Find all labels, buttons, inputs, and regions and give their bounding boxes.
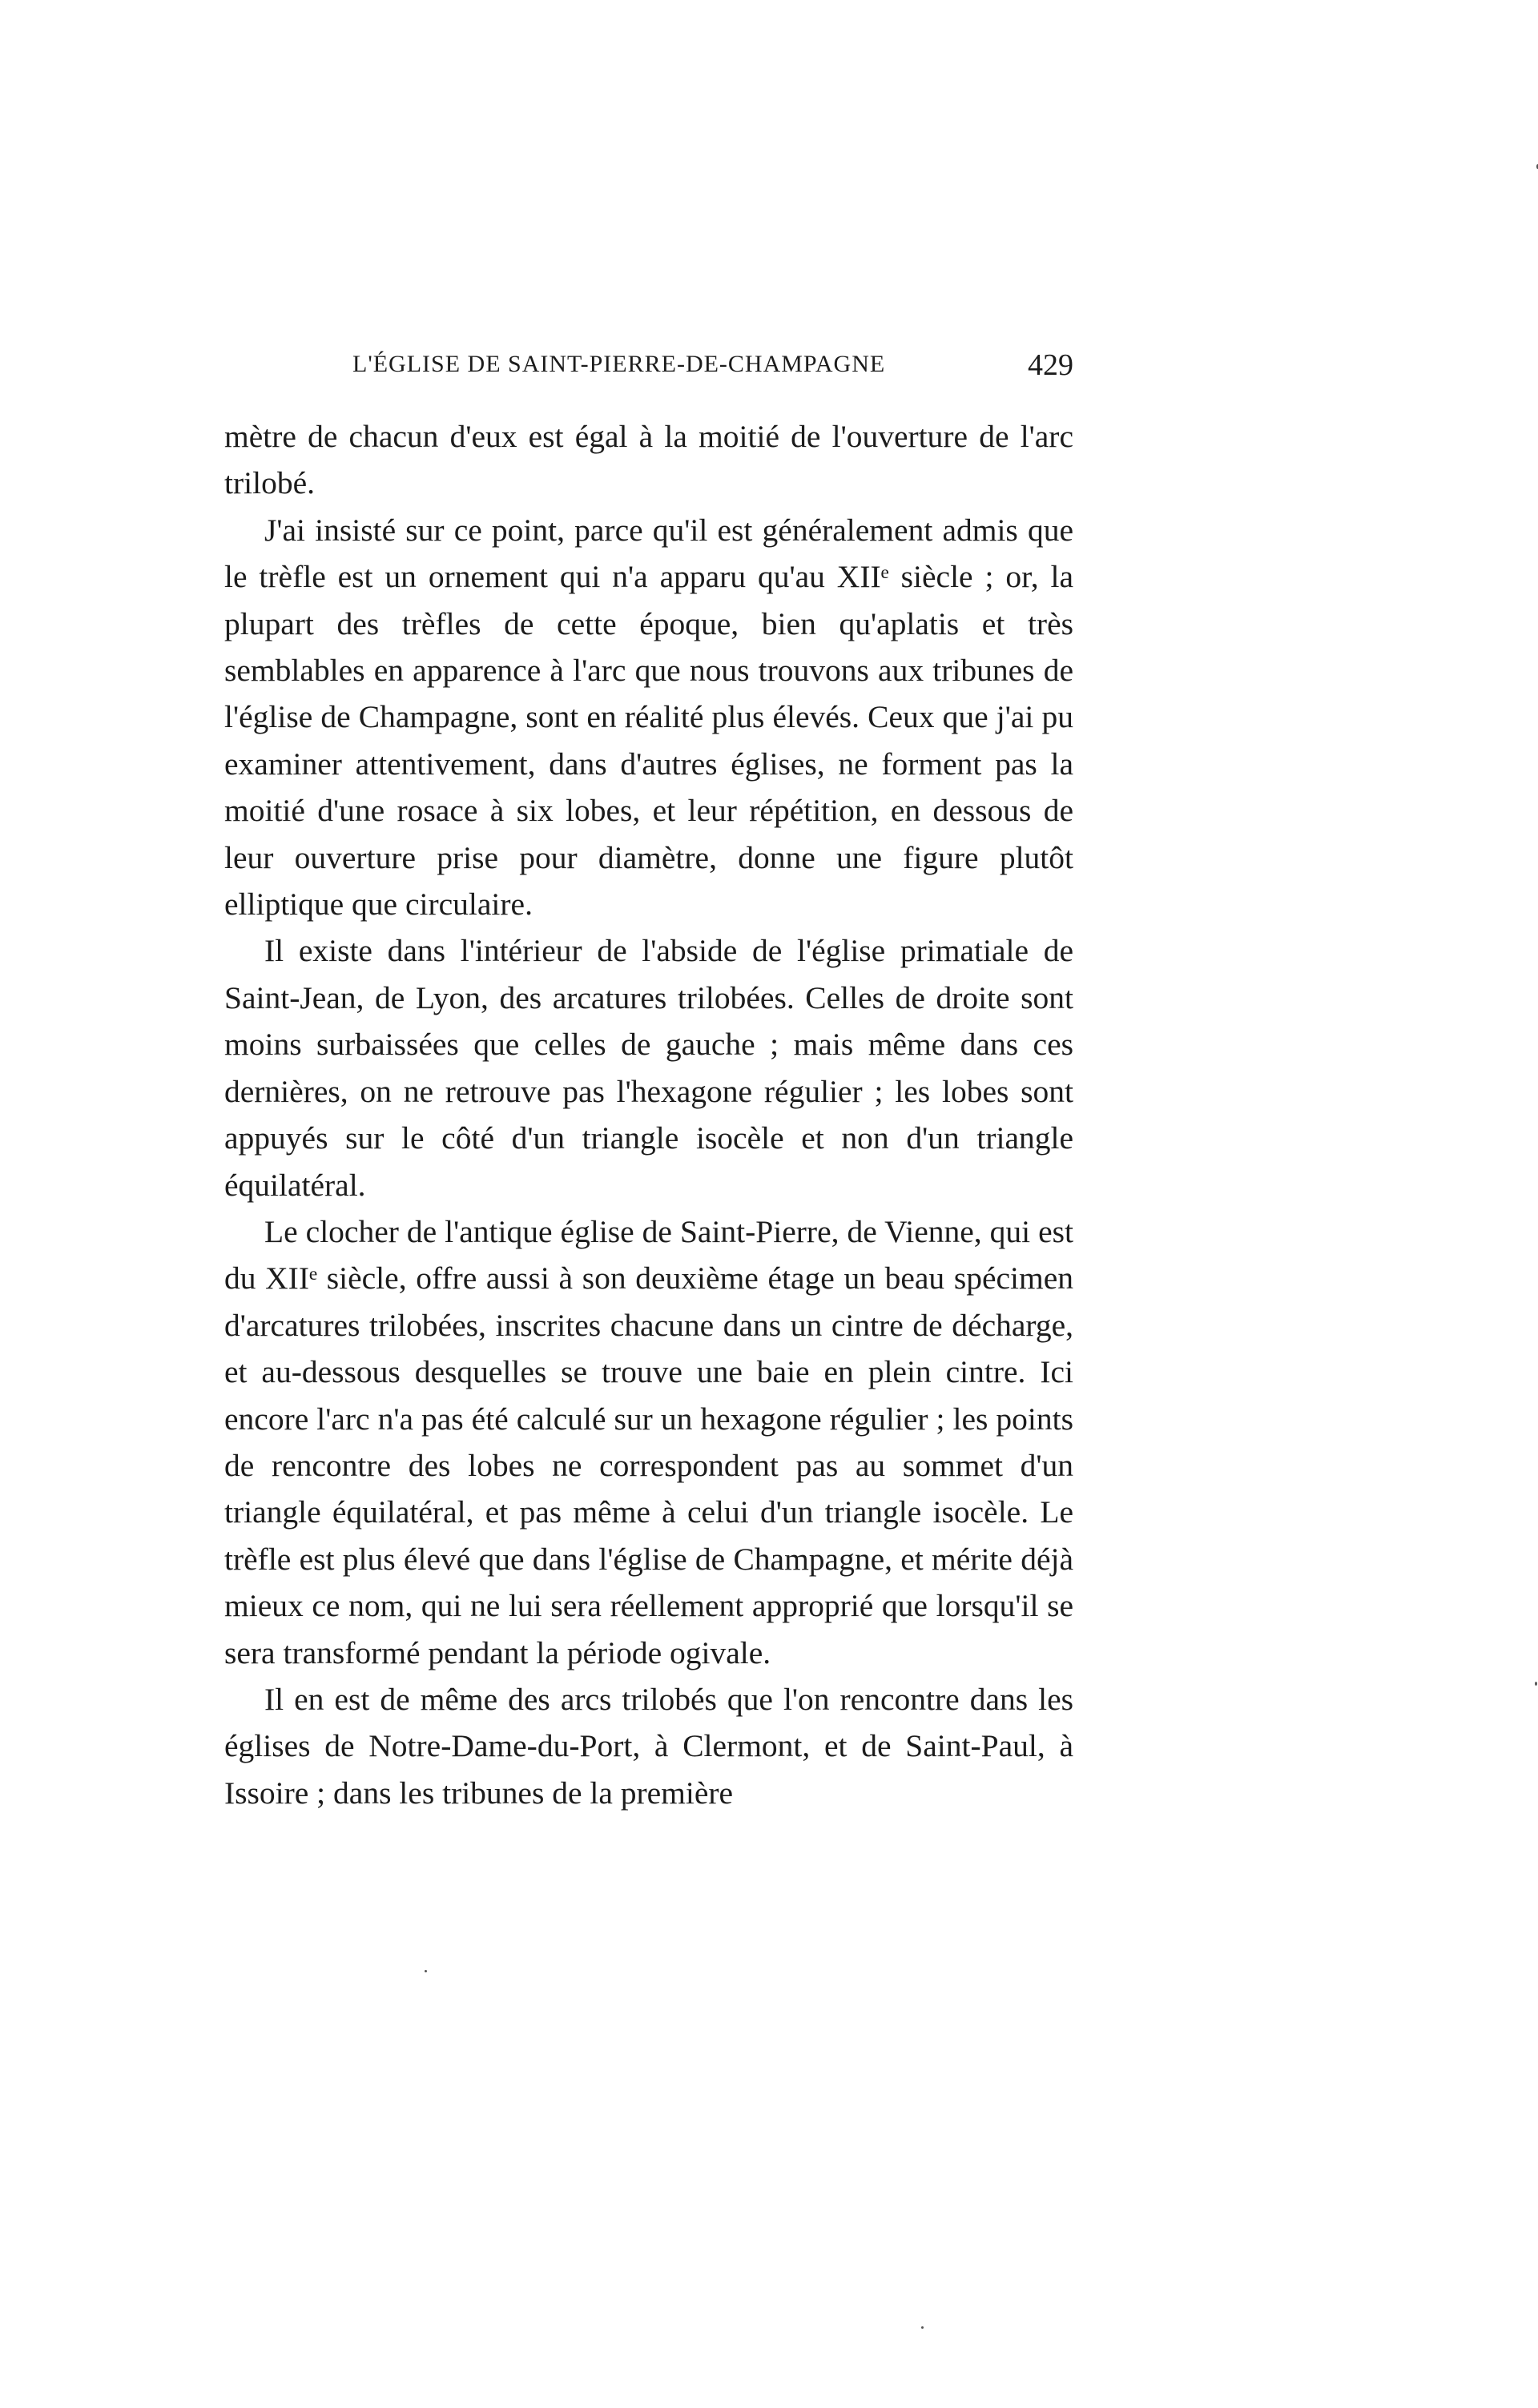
body-text (224, 413, 1073, 1816)
paragraph: Le clocher de l'antique église de Saint-Pierre, de Vienne, qui est du XIIᵉ siècle, offre aussi à son deuxième étage un beau spécimen d'arcatures trilobées, inscrites chacune dans un cintre de décharge, et au-dessous desquelles se trouve une baie en plein cintre. Ici encore l'arc n'a pas été calculé sur un hexagone régulier ; les points de rencontre des lobes ne correspondent pas au sommet d'un triangle équilatéral, et pas même à celui d'un triangle isocèle. Le trèfle est plus élevé que dans l'église de Champagne, et mérite déjà mieux ce nom, qui ne lui sera réellement approprié que lorsqu'il se sera transformé pendant la période ogivale. (224, 1213, 1073, 1670)
paragraph: J'ai insisté sur ce point, parce qu'il est généralement admis que le trèfle est un ornement qui n'a apparu qu'au XIIᵉ siècle ; or, la plupart des trèfles de cette époque, bien qu'aplatis et très semblables en apparence à l'arc que nous trouvons aux tribunes de l'église de Champagne, sont en réalité plus élevés. Ceux que j'ai pu examiner attentivement, dans d'autres églises, ne forment pas la moitié d'une rosace à six lobes, et leur répétition, en dessous de leur ouverture prise pour diamètre, donne une figure plutôt elliptique que circulaire. (224, 512, 1073, 923)
paragraph-continued: mètre de chacun d'eux est égal à la moitié de l'ouverture de l'arc trilobé. (224, 419, 1073, 501)
running-title: L'ÉGLISE DE SAINT-PIERRE-DE-CHAMPAGNE (352, 351, 886, 377)
paragraph: Il en est de même des arcs trilobés que l'on rencontre dans les églises de Notre-Dame-du-Port, à Clermont, et de Saint-Paul, à Issoire ; dans les tribunes de la première (224, 1681, 1073, 1811)
scan-speck (921, 2326, 924, 2329)
page-header (224, 348, 1073, 399)
paragraph: Il existe dans l'intérieur de l'abside de l'église primatiale de Saint-Jean, de Lyon, des arcatures trilobées. Celles de droite sont moins surbaissées que celles de gauche ; mais même dans ces dernières, on ne retrouve pas l'hexagone régulier ; les lobes sont appuyés sur le côté d'un triangle isocèle et non d'un triangle équilatéral. (224, 933, 1073, 1203)
scan-speck (425, 1970, 427, 1972)
scan-speck (1535, 1682, 1537, 1686)
page-number: 429 (1028, 348, 1073, 382)
